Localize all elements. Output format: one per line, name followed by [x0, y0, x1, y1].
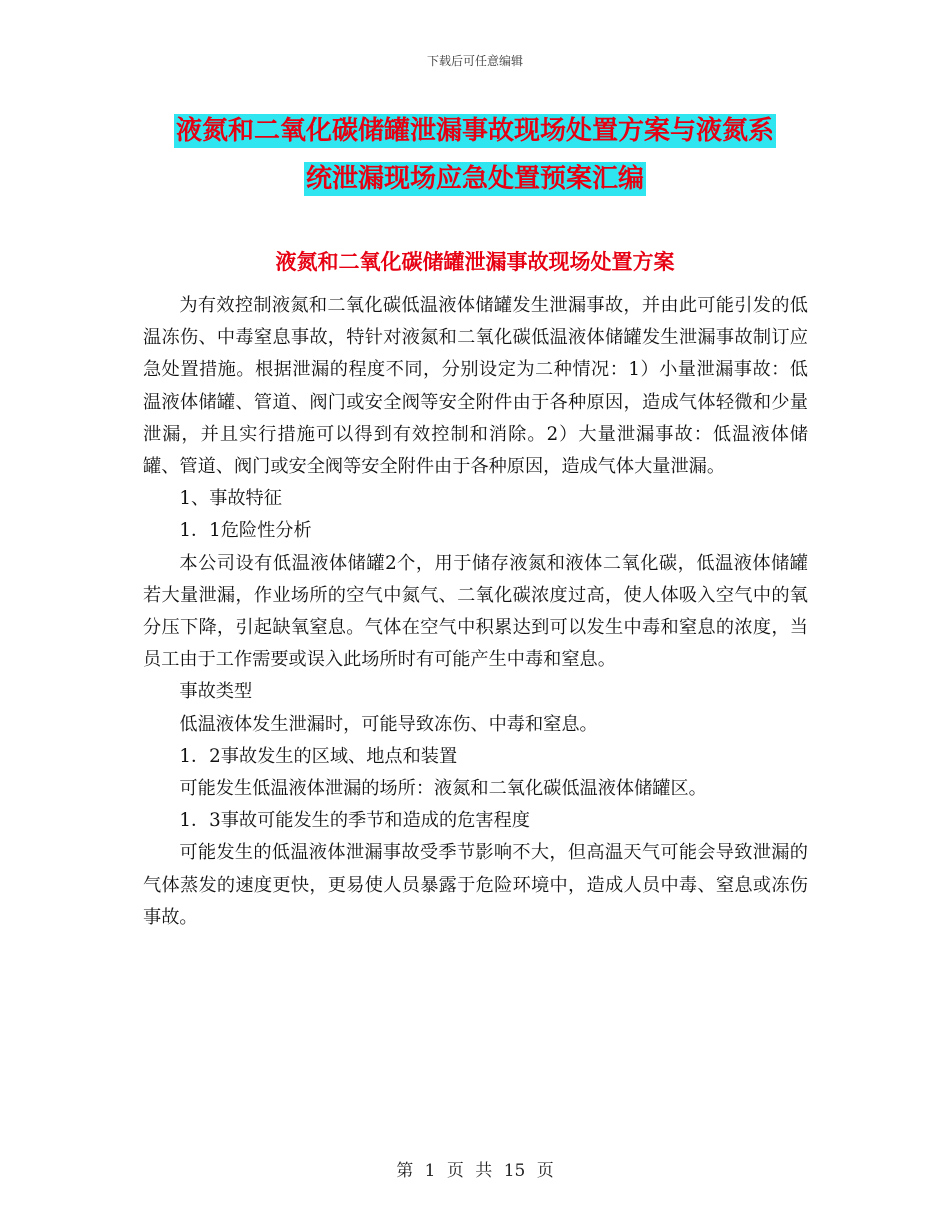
- paragraph-season-hazard: 可能发生的低温液体泄漏事故受季节影响不大，但高温天气可能会导致泄漏的气体蒸发的速度更快，更易使人员暴露于危险环境中，造成人员中毒、窒息或冻伤事故。: [143, 842, 808, 928]
- section-title: 液氮和二氧化碳储罐泄漏事故现场处置方案: [275, 250, 675, 274]
- heading-accident-features: 1、事故特征: [179, 488, 282, 510]
- paragraph-intro: 为有效控制液氮和二氧化碳低温液体储罐发生泄漏事故，并由此可能引发的低温冻伤、中毒窒息事故，特针对液氮和二氧化碳低温液体储罐发生泄漏事故制订应急处置措施。根据泄漏的程度不同，分别设定为二种情况：1）小量泄漏事故：低温液体储罐、管道、阀门或安全阀等安全附件由于各种原因，造成气体轻微和少量泄漏，并且实行措施可以得到有效控制和消除。2）大量泄漏事故：低温液体储罐、管道、阀门或安全阀等安全附件由于各种原因，造成气体大量泄漏。: [143, 295, 808, 478]
- heading-season-hazard: 1．3事故可能发生的季节和造成的危害程度: [179, 810, 530, 832]
- document-title: [140, 107, 810, 203]
- page-number-footer: 第 1 页 共 15 页: [396, 1161, 554, 1181]
- paragraph-accident-area: 可能发生低温液体泄漏的场所：液氮和二氧化碳低温液体储罐区。: [179, 778, 707, 800]
- document-body: [143, 290, 808, 934]
- title-line-1-text: 液氮和二氧化碳储罐泄漏事故现场处置方案与液氮系: [175, 116, 774, 146]
- paragraph-accident-type: 低温液体发生泄漏时，可能导致冻伤、中毒和窒息。: [179, 713, 598, 735]
- title-line-2-text: 统泄漏现场应急处置预案汇编: [305, 164, 644, 194]
- paragraph-risk-analysis: 本公司设有低温液体储罐2个，用于储存液氮和液体二氧化碳，低温液体储罐若大量泄漏，作业场所的空气中氮气、二氧化碳浓度过高，使人体吸入空气中的氧分压下降，引起缺氧窒息。气体在空气中积累达到可以发生中毒和窒息的浓度，当员工由于工作需要或误入此场所时有可能产生中毒和窒息。: [143, 552, 808, 671]
- heading-risk-analysis: 1．1危险性分析: [179, 520, 312, 542]
- heading-accident-area: 1．2事故发生的区域、地点和装置: [179, 745, 458, 767]
- heading-accident-type: 事故类型: [179, 681, 253, 703]
- title-line-1: [140, 107, 810, 155]
- title-line-2: [140, 155, 810, 203]
- header-note: 下载后可任意编辑: [426, 54, 523, 68]
